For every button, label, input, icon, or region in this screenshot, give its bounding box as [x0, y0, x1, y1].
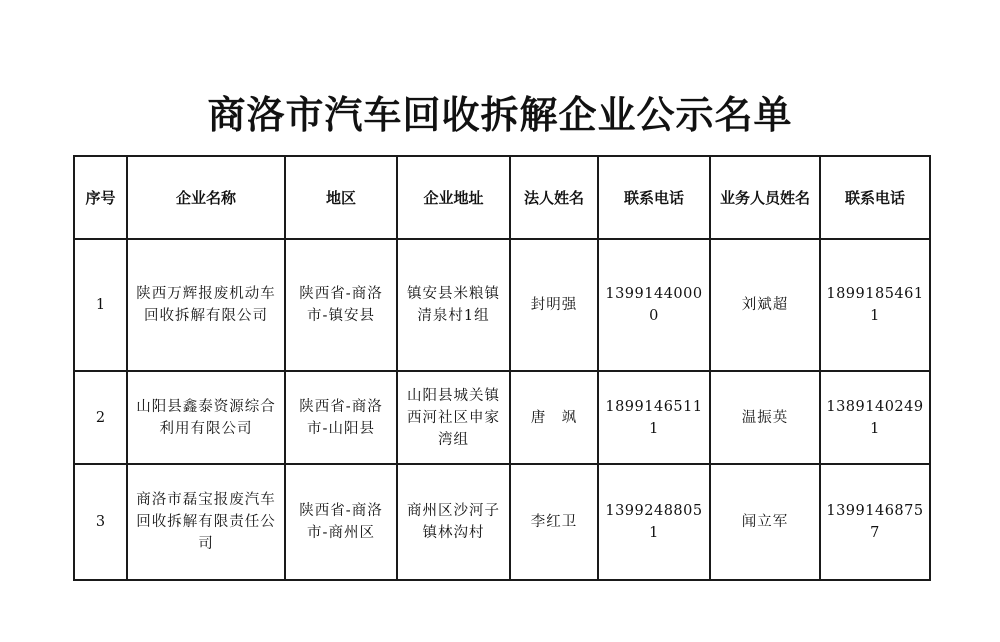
cell-legal-person: 封明强	[510, 239, 598, 371]
document-title: 商洛市汽车回收拆解企业公示名单	[207, 92, 793, 137]
table-header-row	[74, 156, 930, 239]
header-no: 序号	[74, 156, 127, 239]
company-table	[73, 155, 931, 581]
cell-company: 商洛市磊宝报废汽车回收拆解有限责任公司	[127, 464, 285, 580]
header-staff-name: 业务人员姓名	[710, 156, 820, 239]
cell-staff-name: 温振英	[710, 371, 820, 464]
cell-legal-person: 李红卫	[510, 464, 598, 580]
cell-staff-name: 闻立军	[710, 464, 820, 580]
cell-company: 山阳县鑫泰资源综合利用有限公司	[127, 371, 285, 464]
cell-legal-phone: 18991465111	[598, 371, 710, 464]
header-region: 地区	[285, 156, 397, 239]
cell-region: 陕西省-商洛市-商州区	[285, 464, 397, 580]
header-staff-phone: 联系电话	[820, 156, 930, 239]
header-address: 企业地址	[397, 156, 510, 239]
cell-legal-person: 唐 飒	[510, 371, 598, 464]
cell-legal-phone: 13991440000	[598, 239, 710, 371]
cell-company: 陕西万辉报废机动车回收拆解有限公司	[127, 239, 285, 371]
cell-address: 山阳县城关镇西河社区申家湾组	[397, 371, 510, 464]
cell-region: 陕西省-商洛市-镇安县	[285, 239, 397, 371]
table-row	[74, 239, 930, 371]
cell-staff-name: 刘斌超	[710, 239, 820, 371]
cell-staff-phone: 18991854611	[820, 239, 930, 371]
cell-region: 陕西省-商洛市-山阳县	[285, 371, 397, 464]
cell-staff-phone: 13991468757	[820, 464, 930, 580]
header-legal-person: 法人姓名	[510, 156, 598, 239]
header-company: 企业名称	[127, 156, 285, 239]
cell-staff-phone: 13891402491	[820, 371, 930, 464]
cell-address: 商州区沙河子镇林沟村	[397, 464, 510, 580]
table-row	[74, 464, 930, 580]
cell-no: 3	[74, 464, 127, 580]
cell-no: 1	[74, 239, 127, 371]
header-legal-phone: 联系电话	[598, 156, 710, 239]
cell-address: 镇安县米粮镇清泉村1组	[397, 239, 510, 371]
cell-legal-phone: 13992488051	[598, 464, 710, 580]
cell-no: 2	[74, 371, 127, 464]
table-row	[74, 371, 930, 464]
